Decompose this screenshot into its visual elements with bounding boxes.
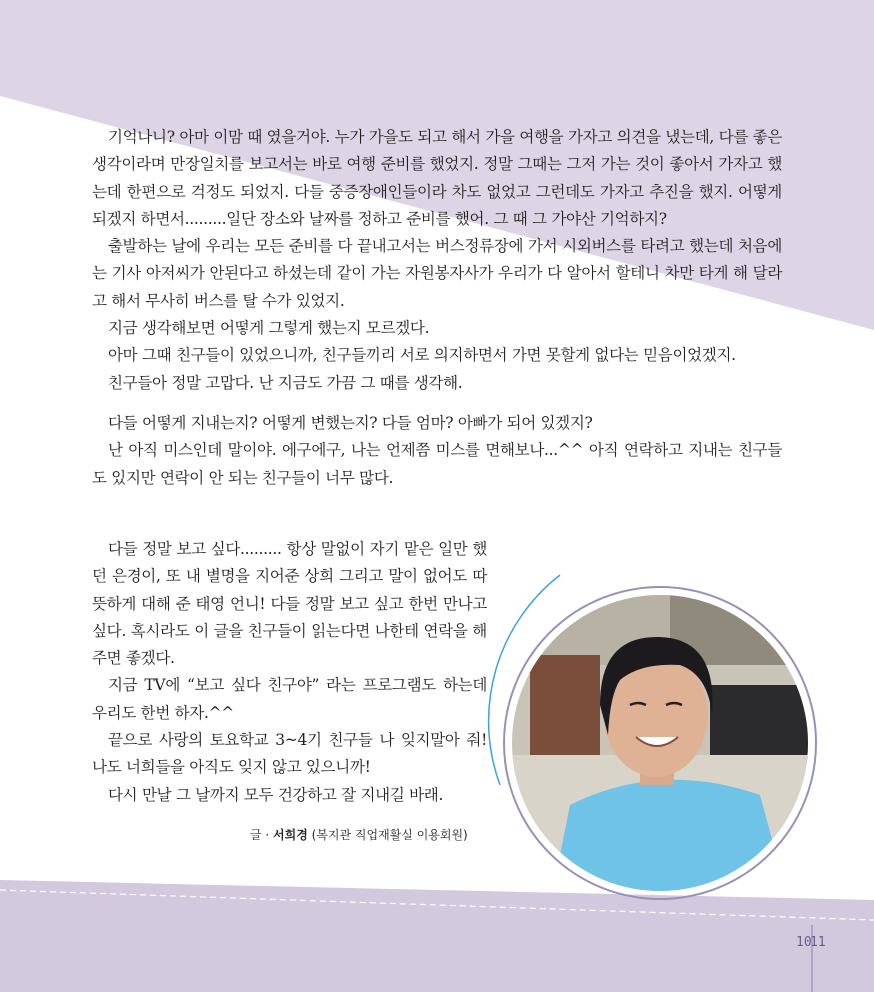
paragraph: 다시 만날 그 날까지 모두 건강하고 잘 지내길 바래. <box>108 785 444 804</box>
paragraph: 기억나니? 아마 이맘 때 였을거야. 누가 가을도 되고 해서 가을 여행을 가자고 의견을 냈는데, 다를 좋은 생각이라며 만장일치를 보고서는 바로 여행 준비를 했었지. 정말 그때는 그저 가는 것이 좋아서 가자고 했는데 한편으로 걱정도 되었지. 다들 중증장애인들이라 차도 없었고 그런데도 가자고 추진을 했지. 어떻게 되겠지 하면서.........일단 장소와 날짜를 정하고 준비를 했어. 그 때 그 가야산 기억하지? <box>92 128 782 228</box>
byline-affiliation: (복지관 직업재활실 이용회원) <box>307 828 468 842</box>
page-number-left: 10 <box>796 935 812 950</box>
paragraph: 지금 TV에 “보고 싶다 친구야” 라는 프로그램도 하는데 우리도 한번 하자.^^ <box>92 676 487 722</box>
paragraph: 아마 그때 친구들이 있었으니까, 친구들끼리 서로 의지하면서 가면 못할게 없다는 믿음이었겠지. <box>108 346 736 365</box>
portrait-photo-icon <box>460 555 830 900</box>
paragraph: 지금 생각해보면 어떻게 그렇게 했는지 모르겠다. <box>108 319 430 338</box>
paragraph: 다들 어떻게 지내는지? 어떻게 변했는지? 다들 엄마? 아빠가 되어 있겠지? <box>108 413 593 432</box>
paragraph: 끝으로 사랑의 토요학교 3~4기 친구들 나 잊지말아 줘! 나도 너희들을 아직도 잊지 않고 있으니까! <box>92 731 487 777</box>
page-number-right: 11 <box>810 935 826 950</box>
paragraph: 다들 정말 보고 싶다......... 항상 말없이 자기 맡은 일만 했던 은경이, 또 내 별명을 지어준 상희 그리고 말이 없어도 따뜻하게 대해 준 태영 언니! 다들 정말 보고 싶고 한번 만나고 싶다. 혹시라도 이 글을 친구들이 읽는다면 나한테 연락을 해주면 좋겠다. <box>92 540 487 668</box>
portrait-photo <box>460 555 830 900</box>
byline-author: 서희경 <box>273 828 308 842</box>
paragraph: 난 아직 미스인데 말이야. 에구에구, 나는 언제쯤 미스를 면해보나...^^ 아직 연락하고 지내는 친구들도 있지만 연락이 안 되는 친구들이 너무 많다. <box>92 441 782 487</box>
paragraph: 출발하는 날에 우리는 모든 준비를 다 끝내고서는 버스정류장에 가서 시외버스를 타려고 했는데 처음에는 기사 아저씨가 안된다고 하셨는데 같이 가는 자원봉자사가 우리가 다 알아서 할테니 차만 타게 해 달라고 해서 무사히 버스를 탈 수가 있었지. <box>92 237 782 310</box>
paragraph: 친구들아 정말 고맙다. 난 지금도 가끔 그 때를 생각해. <box>108 373 463 392</box>
letter-body-top <box>92 124 782 492</box>
page-number <box>796 935 826 950</box>
byline-prefix: 글 · <box>250 828 274 842</box>
letter-body-bottom <box>92 536 487 809</box>
byline <box>250 826 468 843</box>
